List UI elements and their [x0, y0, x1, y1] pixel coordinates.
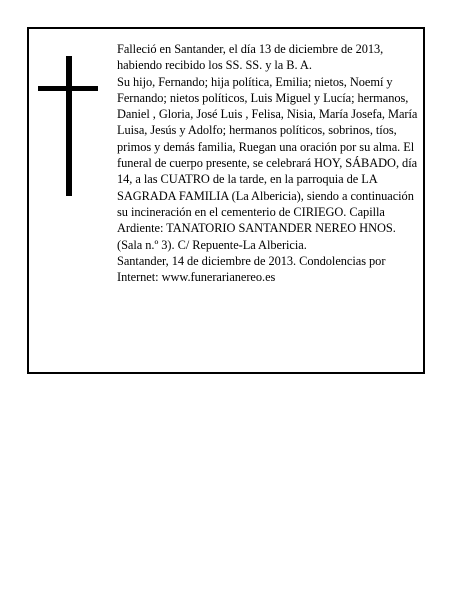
notice-text [117, 41, 423, 285]
family-and-funeral-details: Su hijo, Fernando; hija política, Emilia; nietos, Noemí y Fernando; nietos políticos, Luis Miguel y Lucía; hermanos, Daniel , Gloria, José Luis , Felisa, Nisia, María Josefa, María Luisa, Jesús y Adolfo; hermanos políticos, sobrinos, tíos, primos y demás familia, Ruegan una oración por su alma. El funeral de cuerpo presente, se celebrará HOY, SÁBADO, día 14, a las CUATRO de la tarde, en la parroquia de LA SAGRADA FAMILIA (La Albericia), siendo a continuación su incineración en el cementerio de CIRIEGO. Capilla Ardiente: TANATORIO SANTANDER NEREO HNOS. (Sala n.º 3). C/ Repuente-La Albericia. [117, 74, 418, 252]
date-and-condolences: Santander, 14 de diciembre de 2013. Condolencias por Internet: www.funerarianereo.es [117, 253, 386, 285]
death-announcement: Falleció en Santander, el día 13 de diciembre de 2013, habiendo recibido los SS. SS. y la B. A. [117, 42, 384, 73]
cross-horizontal-bar [38, 86, 98, 91]
obituary-notice [27, 27, 425, 374]
cross-vertical-bar [66, 56, 72, 196]
